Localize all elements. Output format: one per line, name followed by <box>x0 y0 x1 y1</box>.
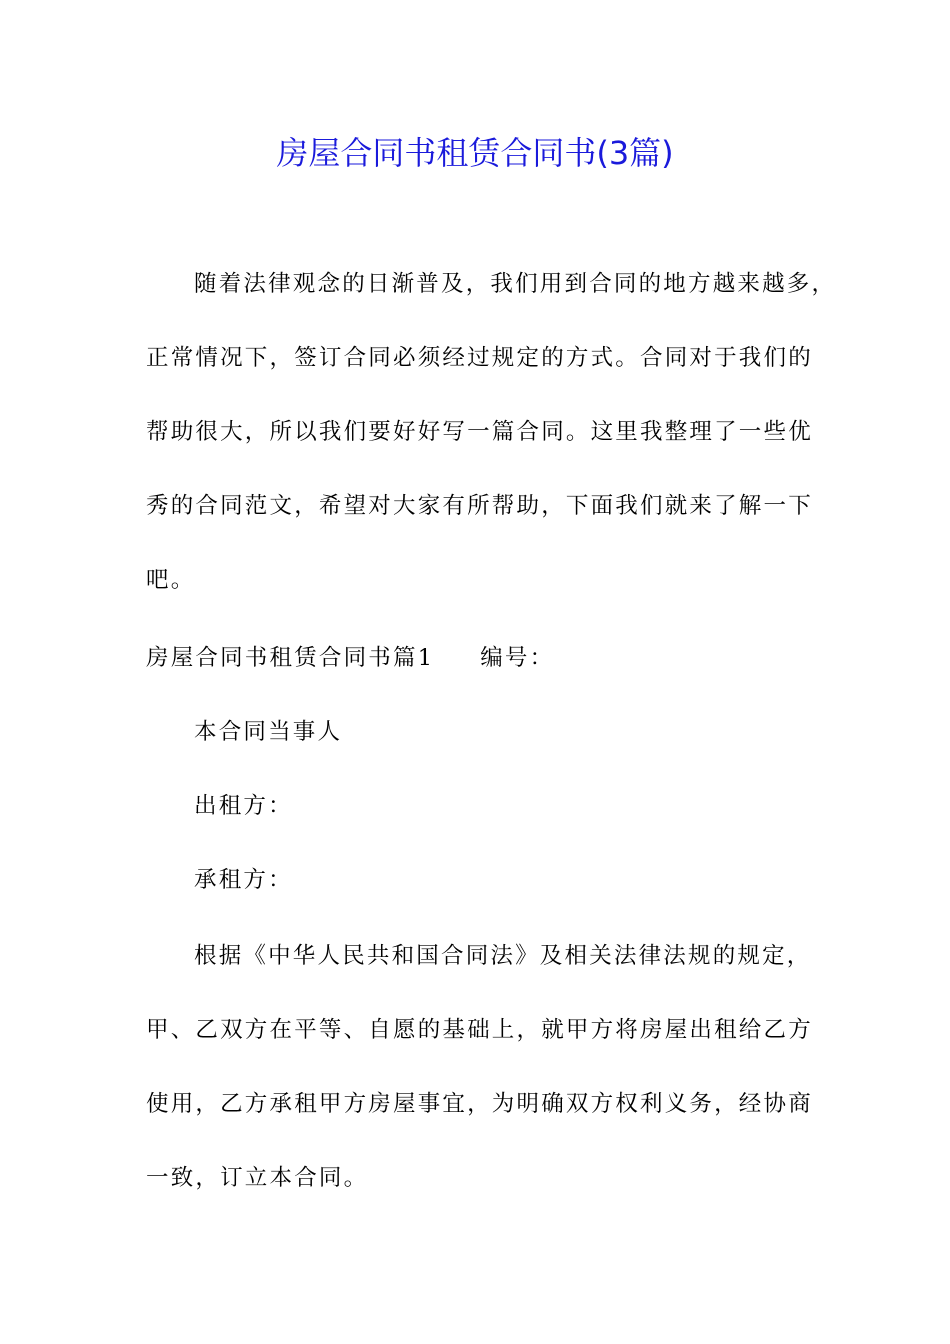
section-heading-row <box>146 638 554 678</box>
intro-line: 帮助很大，所以我们要好好写一篇合同。这里我整理了一些优 <box>146 419 813 445</box>
clause-line: 根据《中华人民共和国合同法》及相关法律法规的规定， <box>194 943 812 969</box>
clause-line: 使用，乙方承租甲方房屋事宜，为明确双方权利义务，经协商 <box>146 1091 813 1117</box>
intro-line: 随着法律观念的日渐普及，我们用到合同的地方越来越多， <box>194 271 837 297</box>
intro-line: 吧。 <box>146 567 196 593</box>
clause-line: 一致，订立本合同。 <box>146 1165 369 1191</box>
intro-line: 秀的合同范文，希望对大家有所帮助，下面我们就来了解一下 <box>146 493 813 519</box>
clause-line: 甲、乙双方在平等、自愿的基础上，就甲方将房屋出租给乙方 <box>146 1017 813 1043</box>
intro-line: 正常情况下，签订合同必须经过规定的方式。合同对于我们的 <box>146 345 813 371</box>
document-title: 房屋合同书租赁合同书(3篇) <box>276 134 674 172</box>
section-heading: 房屋合同书租赁合同书篇1 <box>146 645 435 671</box>
number-label: 编号： <box>480 645 555 671</box>
parties-label: 本合同当事人 <box>194 719 343 745</box>
intro-paragraph <box>146 247 837 617</box>
clause-paragraph <box>146 919 812 1215</box>
lessee-label: 承租方： <box>194 867 293 893</box>
lessor-label: 出租方： <box>194 793 293 819</box>
